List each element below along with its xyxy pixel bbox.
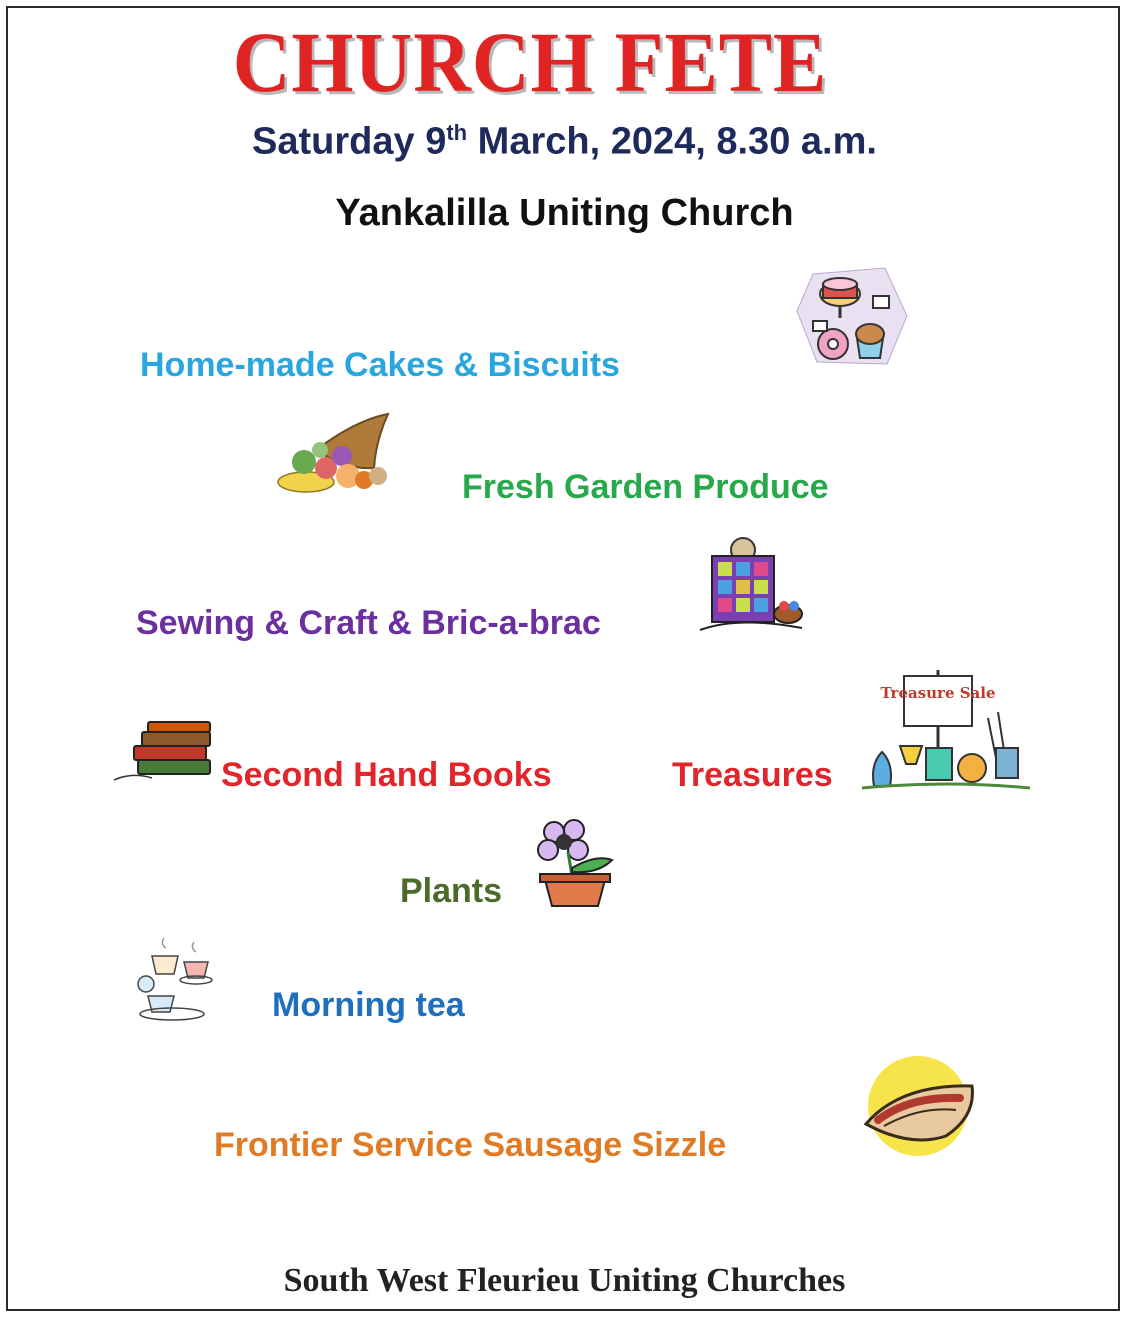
treasure-sale-icon	[860, 668, 1032, 792]
event-date: Saturday 9th March, 2024, 8.30 a.m.	[252, 120, 877, 163]
item-craft-label: Sewing & Craft & Bric-a-brac	[136, 604, 601, 642]
cakes-icon	[795, 266, 910, 371]
sausage-sandwich-icon	[860, 1056, 984, 1160]
treasure-sale-sign: Treasure Sale	[880, 684, 996, 702]
item-plants-label: Plants	[400, 872, 503, 910]
item-produce-label: Fresh Garden Produce	[462, 468, 829, 506]
poster-title: CHURCH FETE	[232, 14, 828, 110]
item-cakes-label: Home-made Cakes & Biscuits	[140, 346, 620, 384]
quilt-basket-icon	[698, 536, 806, 636]
item-tea-label: Morning tea	[272, 986, 465, 1024]
item-sizzle-label: Frontier Service Sausage Sizzle	[214, 1126, 727, 1164]
books-icon	[112, 720, 217, 785]
flower-pot-icon	[530, 818, 620, 910]
fruit-cornucopia-icon	[276, 410, 406, 500]
footer-organization: South West Fleurieu Uniting Churches	[283, 1262, 846, 1299]
teacups-icon	[132, 934, 214, 1022]
event-venue: Yankalilla Uniting Church	[335, 192, 794, 234]
item-books-label: Second Hand Books	[221, 756, 552, 794]
item-treasures-label: Treasures	[672, 756, 833, 794]
